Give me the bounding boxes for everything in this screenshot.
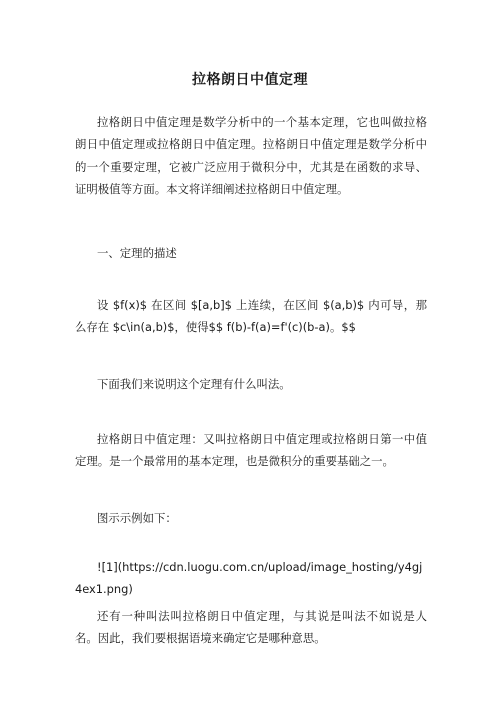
paragraph-naming: 下面我们来说明这个定理有什么叫法。 <box>97 377 291 391</box>
paragraph-definition: 拉格朗日中值定理：又叫拉格朗日中值定理或拉格朗日第一中值定理。是一个最常用的基本定理，也是微积分的重要基础之一。 <box>75 432 427 469</box>
paragraph-image-link: ![1](https://cdn.luogu.com.cn/upload/image_hosting/y4gj4ex1.png) <box>75 560 423 597</box>
document-title: 拉格朗日中值定理 <box>192 72 308 88</box>
paragraph-theorem: 设 $f(x)$ 在区间 $[a,b]$ 上连续，在区间 $(a,b)$ 内可导，那么存在 $c\in(a,b)$，使得$$ f(b)-f(a)=f'(c)(b-a)。$$ <box>75 298 427 335</box>
paragraph-intro: 拉格朗日中值定理是数学分析中的一个基本定理，它也叫做拉格朗日中值定理或拉格朗日中值定理。拉格朗日中值定理是数学分析中的一个重要定理，它被广泛应用于微积分中，尤其是在函数的求导、证明极值等方面。本文将详细阐述拉格朗日中值定理。 <box>75 115 427 197</box>
paragraph-closing: 还有一种叫法叫拉格朗日中值定理，与其说是叫法不如说是人名。因此，我们要根据语境来确定它是哪种意思。 <box>75 609 427 646</box>
paragraph-figure-caption: 图示示例如下： <box>97 511 177 525</box>
section-heading: 一、定理的描述 <box>97 246 177 260</box>
